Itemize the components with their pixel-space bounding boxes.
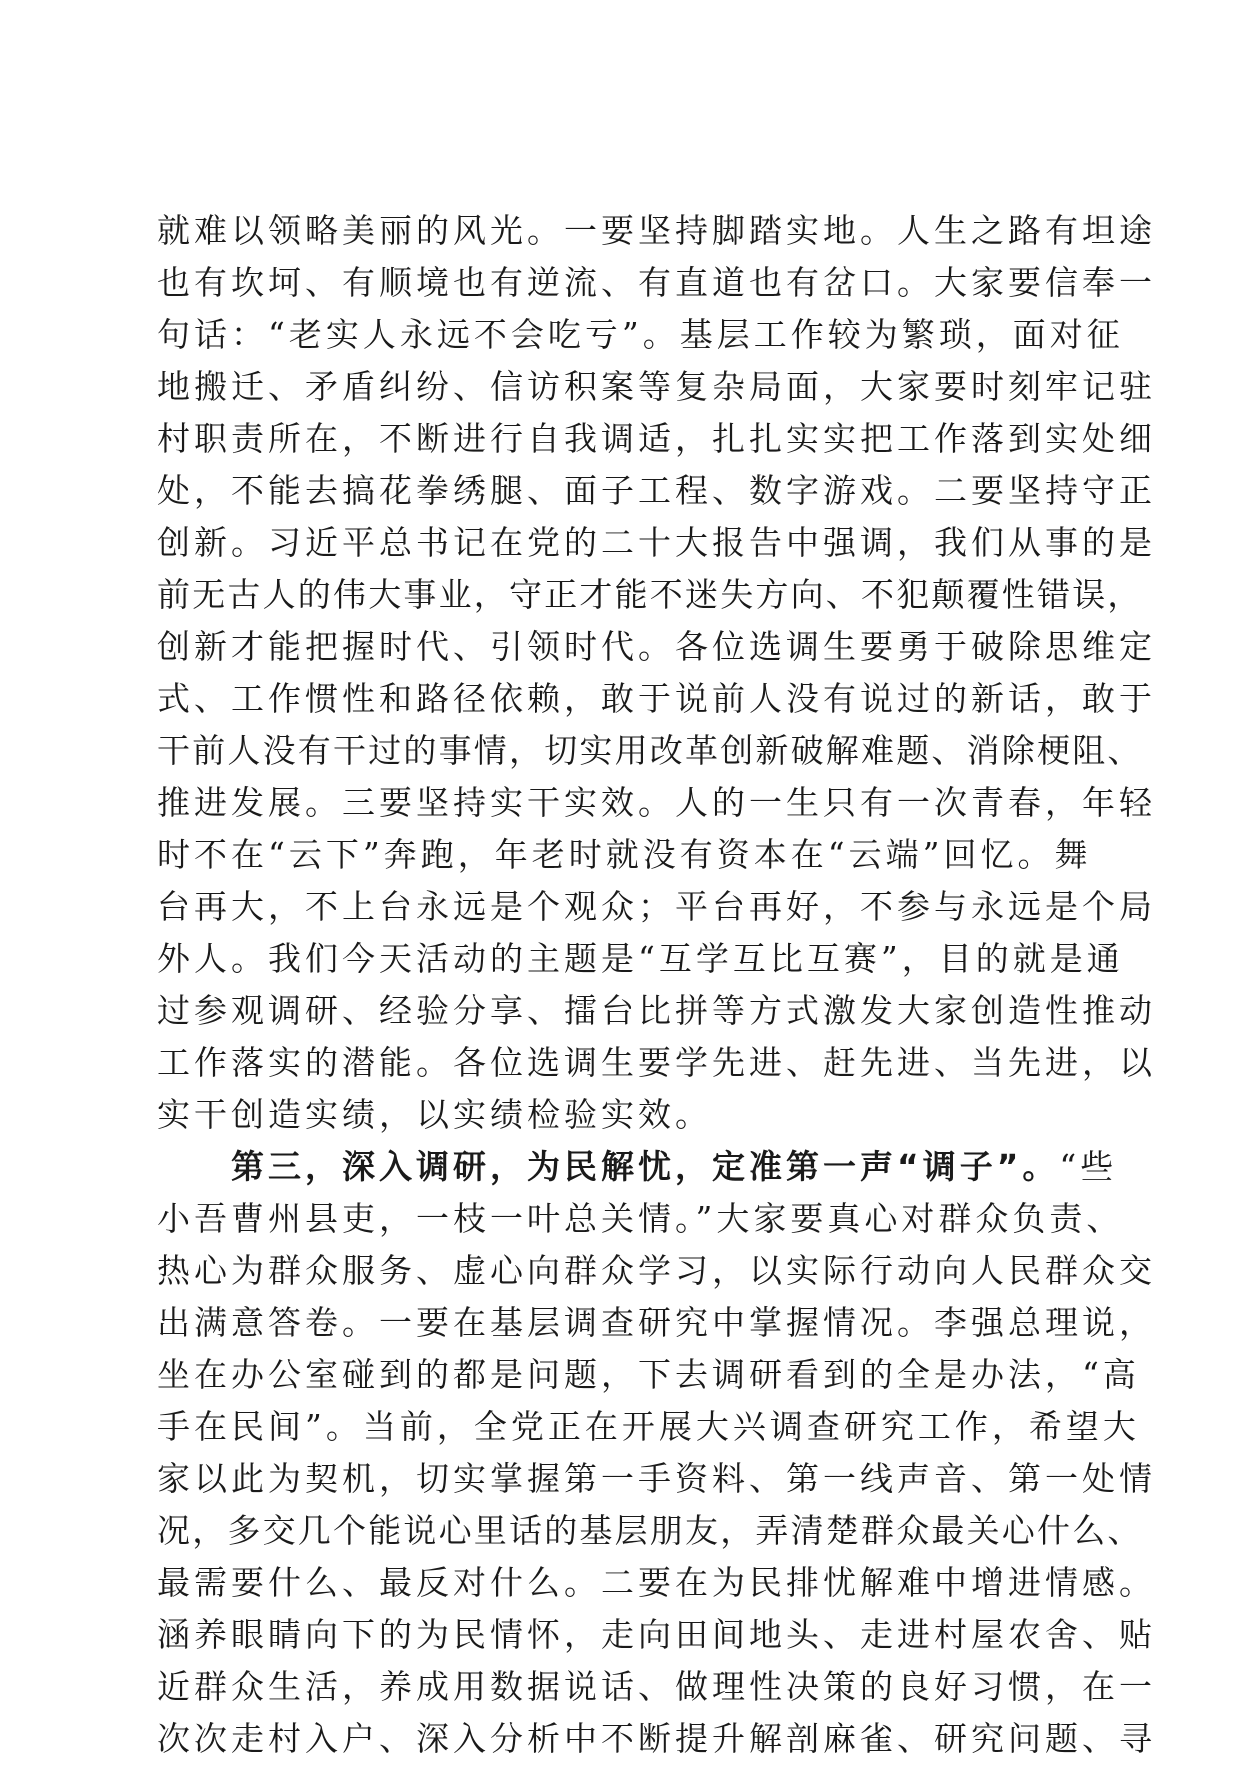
- section-3-heading: 第三，深入调研，为民解忧，定准第一声“调子”。: [231, 1147, 1060, 1186]
- paragraph-line: 台再大，不上台永远是个观众；平台再好，不参与永远是个局: [157, 887, 1156, 926]
- paragraph-line: 处，不能去搞花拳绣腿、面子工程、数字游戏。二要坚持守正: [157, 471, 1156, 510]
- paragraph-line: 实干创造实绩，以实绩检验实效。: [157, 1095, 712, 1134]
- paragraph-line: 坐在办公室碰到的都是问题，下去调研看到的全是办法，“高: [157, 1355, 1140, 1394]
- paragraph-line: 村职责所在，不断进行自我调适，扎扎实实把工作落到实处细: [157, 419, 1156, 458]
- paragraph-line: 况，多交几个能说心里话的基层朋友，弄清楚群众最关心什么、: [157, 1511, 1143, 1550]
- paragraph-line: 近群众生活，养成用数据说话、做理性决策的良好习惯，在一: [157, 1667, 1156, 1706]
- paragraph-line: 热心为群众服务、虚心向群众学习，以实际行动向人民群众交: [157, 1251, 1156, 1290]
- paragraph-line: 推进发展。三要坚持实干实效。人的一生只有一次青春，年轻: [157, 783, 1156, 822]
- paragraph-line: 小吾曹州县吏，一枝一叶总关情。”大家要真心对群众负责、: [157, 1199, 1124, 1238]
- section-3-quote-start: “些: [1059, 1147, 1118, 1186]
- paragraph-line: 前无古人的伟大事业，守正才能不迷失方向、不犯颠覆性错误，: [157, 575, 1143, 614]
- paragraph-line: 干前人没有干过的事情，切实用改革创新破解难题、消除梗阻、: [157, 731, 1143, 770]
- paragraph-line: 时不在“云下”奔跑，年老时就没有资本在“云端”回忆。舞: [157, 835, 1092, 874]
- paragraph-line: 次次走村入户、深入分析中不断提升解剖麻雀、研究问题、寻: [157, 1719, 1156, 1758]
- document-body: [157, 205, 1156, 1765]
- paragraph-line: 创新。习近平总书记在党的二十大报告中强调，我们从事的是: [157, 523, 1156, 562]
- paragraph-line: 最需要什么、最反对什么。二要在为民排忧解难中增进情感。: [157, 1563, 1156, 1602]
- paragraph-line: 外人。我们今天活动的主题是“互学互比互赛”，目的就是通: [157, 939, 1124, 978]
- paragraph-line: 出满意答卷。一要在基层调查研究中掌握情况。李强总理说，: [157, 1303, 1156, 1342]
- paragraph-line: 地搬迁、矛盾纠纷、信访积案等复杂局面，大家要时刻牢记驻: [157, 367, 1156, 406]
- paragraph-line: 手在民间”。当前，全党正在开展大兴调查研究工作，希望大: [157, 1407, 1140, 1446]
- paragraph-line: 家以此为契机，切实掌握第一手资料、第一线声音、第一处情: [157, 1459, 1156, 1498]
- paragraph-line: 就难以领略美丽的风光。一要坚持脚踏实地。人生之路有坦途: [157, 211, 1156, 250]
- paragraph-line: 工作落实的潜能。各位选调生要学先进、赶先进、当先进，以: [157, 1043, 1156, 1082]
- section-3-first-line: [157, 1141, 1118, 1193]
- paragraph-line: 涵养眼睛向下的为民情怀，走向田间地头、走进村屋农舍、贴: [157, 1615, 1156, 1654]
- paragraph-line: 式、工作惯性和路径依赖，敢于说前人没有说过的新话，敢于: [157, 679, 1156, 718]
- paragraph-line: 创新才能把握时代、引领时代。各位选调生要勇于破除思维定: [157, 627, 1156, 666]
- paragraph-line: 过参观调研、经验分享、擂台比拼等方式激发大家创造性推动: [157, 991, 1156, 1030]
- paragraph-line: 句话：“老实人永远不会吃亏”。基层工作较为繁琐，面对征: [157, 315, 1124, 354]
- paragraph-line: 也有坎坷、有顺境也有逆流、有直道也有岔口。大家要信奉一: [157, 263, 1156, 302]
